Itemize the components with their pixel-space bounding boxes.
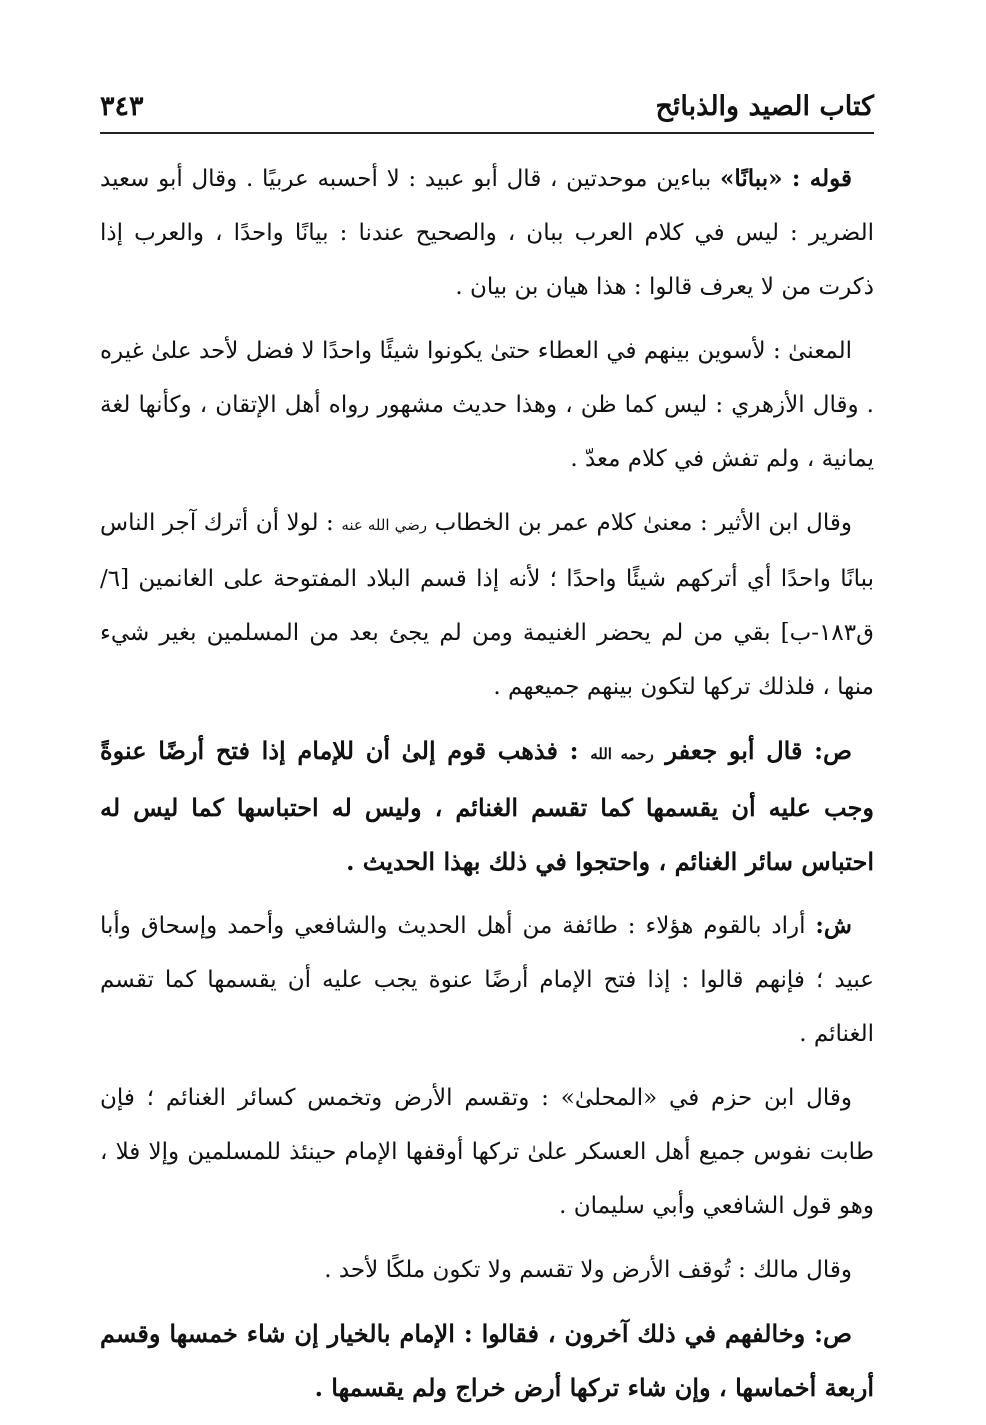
paragraph-lead: ص: — [814, 1319, 853, 1348]
book-title: كتاب الصيد والذبائح — [655, 90, 874, 122]
header-divider — [100, 132, 874, 134]
paragraph-matn-abu-jafar — [100, 724, 874, 889]
paragraph-text: المعنىٰ : لأسوين بينهم في العطاء حتىٰ يكونوا شيئًا واحدًا لا فضل لأحد علىٰ غيره . وقال الأزهري : ليس كما ظن ، وهذا حديث مشهور رواه أهل الإتقان ، وكأنها لغة يمانية ، ولم تفش في كلام معدّ . — [100, 338, 874, 472]
honorific-radiallahu-anhu: رضي الله عنه — [341, 516, 428, 534]
paragraph-lead: قوله : «ببانًا» — [719, 165, 852, 192]
paragraph-text: أراد بالقوم هؤلاء : طائفة من أهل الحديث والشافعي وأحمد وإسحاق وأبا عبيد ؛ فإنهم قالوا : إذا فتح الإمام أرضًا عنوة يجب عليه أن يقسمها كما تقسم الغنائم . — [100, 913, 874, 1047]
paragraph-text: وقال ابن حزم في «المحلىٰ» : وتقسم الأرض وتخمس كسائر الغنائم ؛ فإن طابت نفوس جميع أهل العسكر علىٰ تركها أوقفها الإمام حينئذ للمسلمين وإلا فلا ، وهو قول الشافعي وأبي سليمان . — [100, 1085, 874, 1219]
paragraph-ibn-al-athir — [100, 496, 874, 714]
paragraph-ibn-hazm — [100, 1071, 874, 1233]
paragraph-lead: ص: — [814, 736, 853, 765]
paragraph-meaning — [100, 324, 874, 486]
paragraph-lead: ش: — [815, 912, 852, 939]
page-number: ٣٤٣ — [100, 90, 144, 122]
paragraph-sharh-qawm — [100, 899, 874, 1061]
paragraph-commentary-bibanan — [100, 152, 874, 314]
paragraph-text: قال أبو جعفر — [653, 736, 815, 765]
running-header — [100, 84, 874, 128]
paragraph-matn-akharun — [100, 1307, 874, 1415]
paragraph-text: وخالفهم في ذلك آخرون ، فقالوا : الإمام بالخيار إن شاء خمسها وقسم أربعة أخماسها ، وإن شاء تركها أرض خراج ولم يقسمها . — [100, 1319, 874, 1402]
paragraph-malik — [100, 1243, 874, 1297]
page-body — [100, 152, 874, 1425]
paragraph-text: وقال مالك : تُوقف الأرض ولا تقسم ولا تكون ملكًا لأحد . — [324, 1257, 852, 1283]
paragraph-text: بباءين موحدتين ، قال أبو عبيد : لا أحسبه عربيًا . وقال أبو سعيد الضرير : ليس في كلام العرب ببان ، والصحيح عندنا : بيانًا واحدًا ، والعرب إذا ذكرت من لا يعرف قالوا : هذا هيان بن بيان . — [100, 166, 874, 300]
paragraph-text: وقال ابن الأثير : معنىٰ كلام عمر بن الخطاب — [427, 510, 853, 536]
paragraph-text: : لولا أن أترك آجر الناس ببانًا واحدًا أي أتركهم شيئًا واحدًا ؛ لأنه إذا قسم البلاد المفتوحة على الغانمين [٦/ق١٨٣-ب] بقي من لم يحضر الغنيمة ومن لم يجئ بعد من المسلمين بغير شيء منها ، فلذلك تركها لتكون بينهم جميعهم . — [100, 510, 874, 700]
honorific-rahimahullah: رحمه الله — [590, 745, 654, 763]
paragraph-text: : فذهب قوم إلىٰ أن للإمام إذا فتح أرضًا عنوةً وجب عليه أن يقسمها كما تقسم الغنائم ، وليس له احتباسها كما ليس له احتباس سائر الغنائم ، واحتجوا في ذلك بهذا الحديث . — [100, 736, 874, 876]
